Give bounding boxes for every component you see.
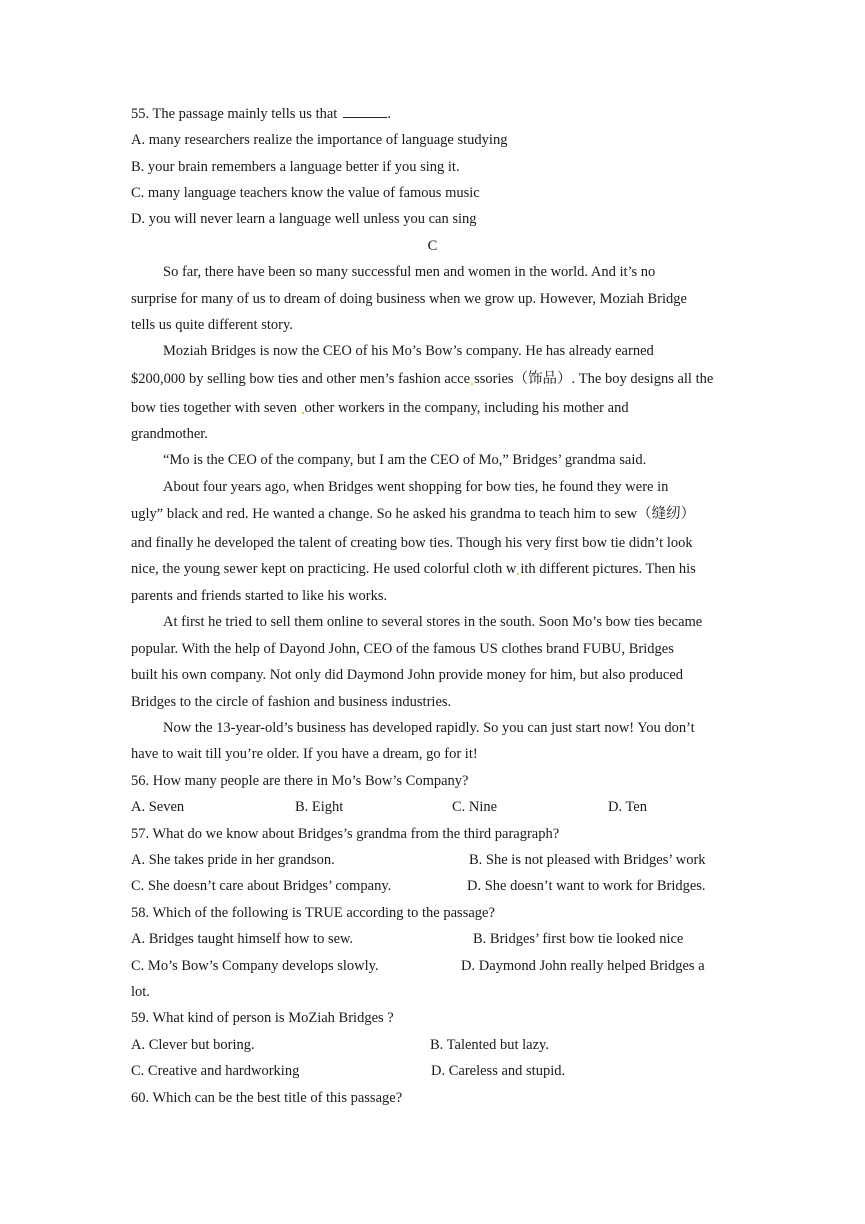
- q55-stem: 55. The passage mainly tells us that .: [131, 106, 391, 122]
- q59-stem: 59. What kind of person is MoZiah Bridges ?: [131, 1010, 394, 1026]
- q59-option-d: D. Careless and stupid.: [431, 1063, 566, 1079]
- passage-line: So far, there have been so many successful men and women in the world. And it’s no: [163, 264, 656, 280]
- passage-line: and finally he developed the talent of creating bow ties. Though his very first bow tie didn’t look: [131, 535, 693, 551]
- q60-stem: 60. Which can be the best title of this passage?: [131, 1090, 403, 1106]
- q55-option-a: A. many researchers realize the importance of language studying: [131, 132, 508, 148]
- passage-line: built his own company. Not only did Daymond John provide money for him, but also produced: [131, 667, 684, 683]
- q59-option-c: C. Creative and hardworking: [131, 1063, 300, 1079]
- passage-line: nice, the young sewer kept on practicing. He used colorful cloth w ith different pictures. Then his: [131, 561, 696, 577]
- q55-option-c: C. many language teachers know the value of famous music: [131, 185, 480, 201]
- q55-option-b: B. your brain remembers a language better if you sing it.: [131, 159, 460, 175]
- q57-option-b: B. She is not pleased with Bridges’ work: [469, 852, 706, 868]
- q58-option-b: B. Bridges’ first bow tie looked nice: [473, 931, 684, 947]
- q59-option-a: A. Clever but boring.: [131, 1037, 255, 1053]
- q58-stem: 58. Which of the following is TRUE according to the passage?: [131, 905, 495, 921]
- passage-line: Moziah Bridges is now the CEO of his Mo’s Bow’s company. He has already earned: [163, 343, 654, 359]
- q57-stem: 57. What do we know about Bridges’s grandma from the third paragraph?: [131, 826, 560, 842]
- mark-dot: [302, 412, 304, 414]
- q56-option-b: B. Eight: [295, 799, 344, 815]
- answer-blank: [343, 105, 387, 118]
- q56-option-d: D. Ten: [608, 799, 647, 815]
- q55-option-d: D. you will never learn a language well unless you can sing: [131, 211, 477, 227]
- q57-option-c: C. She doesn’t care about Bridges’ company.: [131, 878, 392, 894]
- passage-line: parents and friends started to like his works.: [131, 588, 388, 604]
- passage-line: About four years ago, when Bridges went shopping for bow ties, he found they were in: [163, 479, 669, 495]
- passage-line: Now the 13-year-old’s business has developed rapidly. So you can just start now! You don’t: [163, 720, 695, 736]
- q58-option-a: A. Bridges taught himself how to sew.: [131, 931, 354, 947]
- q58-option-d-continued: lot.: [131, 984, 150, 1000]
- q57-option-d: D. She doesn’t want to work for Bridges.: [467, 878, 706, 894]
- passage-line: At first he tried to sell them online to several stores in the south. Soon Mo’s bow ties became: [163, 614, 703, 630]
- mark-dot: [471, 383, 473, 385]
- q58-option-d: D. Daymond John really helped Bridges a: [461, 958, 705, 974]
- q56-option-c: C. Nine: [452, 799, 498, 815]
- passage-line: $200,000 by selling bow ties and other men’s fashion acce ssories（饰品）. The boy designs all the: [131, 371, 714, 387]
- q56-option-a: A. Seven: [131, 799, 185, 815]
- q56-stem: 56. How many people are there in Mo’s Bow’s Company?: [131, 773, 469, 789]
- q57-option-a: A. She takes pride in her grandson.: [131, 852, 335, 868]
- passage-line: ugly” black and red. He wanted a change. So he asked his grandma to teach him to sew（缝纫）: [131, 506, 696, 522]
- passage-line: Bridges to the circle of fashion and business industries.: [131, 694, 452, 710]
- passage-line: surprise for many of us to dream of doing business when we grow up. However, Moziah Bridge: [131, 291, 687, 307]
- passage-line: popular. With the help of Dayond John, CEO of the famous US clothes brand FUBU, Bridges: [131, 641, 674, 657]
- q58-option-c: C. Mo’s Bow’s Company develops slowly.: [131, 958, 379, 974]
- passage-line: bow ties together with seven other workers in the company, including his mother and: [131, 400, 629, 416]
- q59-option-b: B. Talented but lazy.: [430, 1037, 549, 1053]
- passage-line: have to wait till you’re older. If you have a dream, go for it!: [131, 746, 478, 762]
- passage-line: “Mo is the CEO of the company, but I am the CEO of Mo,” Bridges’ grandma said.: [163, 452, 647, 468]
- section-heading: C: [427, 238, 438, 254]
- passage-line: tells us quite different story.: [131, 317, 293, 333]
- passage-line: grandmother.: [131, 426, 208, 442]
